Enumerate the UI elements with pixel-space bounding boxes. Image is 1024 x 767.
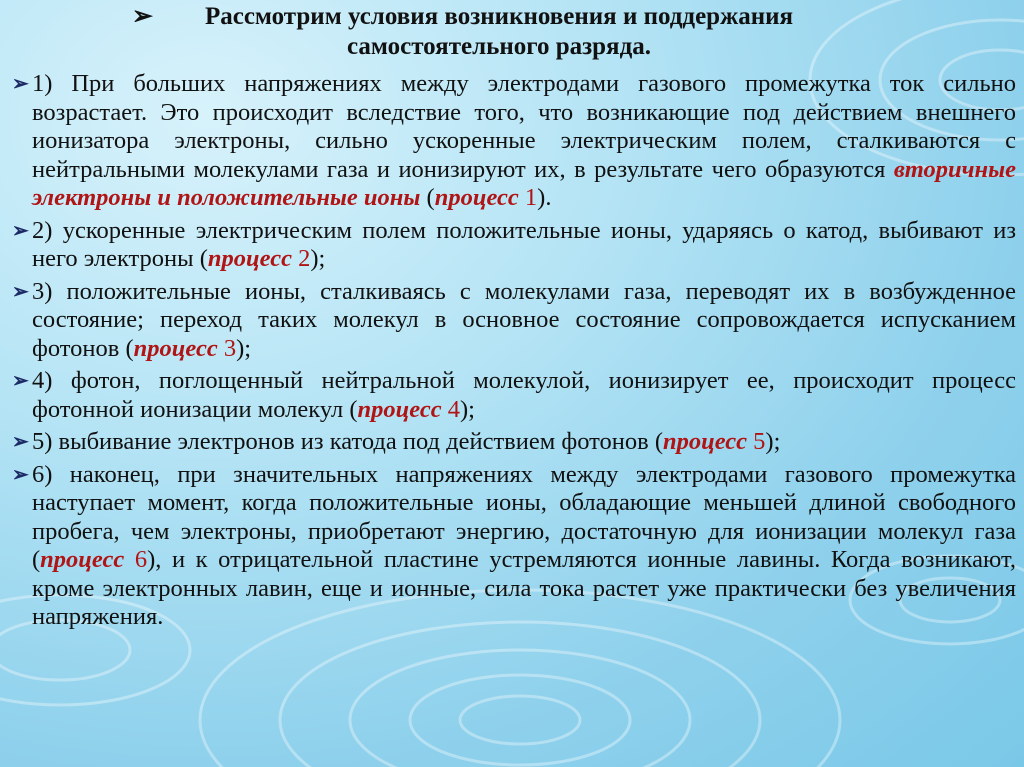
bullet-list: [12, 70, 1016, 636]
list-item: ➢ 4) фотон, поглощенный нейтральной молекулой, ионизирует ее, происходит процесс фотонной ионизации молекул (процесс 4);: [12, 367, 1016, 423]
list-item: ➢ 3) положительные ионы, сталкиваясь с молекулами газа, переводят их в возбужденное состояние; переход таких молекул в основное состояние сопровождается испусканием фотонов (процесс 3);: [12, 277, 1016, 362]
process-label: процесс: [207, 245, 292, 272]
list-item: ➢ 2) ускоренные электрическим полем положительные ионы, ударяясь о катод, выбивают из него электроны (процесс 2);: [12, 216, 1016, 272]
process-number: 2: [298, 245, 311, 272]
process-number: 4: [447, 395, 460, 423]
arrow-bullet-icon: ➢: [12, 280, 29, 303]
arrow-bullet-icon: ➢: [132, 3, 153, 30]
title-line-1: Рассмотрим условия возникновения и поддержания: [204, 3, 794, 30]
process-number: 5: [753, 428, 766, 455]
process-label: процесс: [40, 546, 125, 573]
arrow-bullet-icon: ➢: [12, 463, 29, 486]
list-item: ➢ 1) При больших напряжениях между электродами газового промежутка ток сильно возрастает. Это происходит вследствие того, что возникающие под действием внешнего ионизатора электроны, сильно ускоренные электрическим полем, сталкиваются с нейтральными молекулами газа и ионизируют их, в результате чего образуются вторичные электроны и положительные ионы (процесс 1).: [12, 70, 1016, 211]
process-number: 6: [134, 546, 148, 573]
process-label: процесс: [662, 428, 748, 455]
highlighted-term: вторичные электроны и положительные ионы: [32, 155, 1016, 211]
arrow-bullet-icon: ➢: [12, 431, 29, 453]
process-label: процесс: [357, 395, 442, 423]
process-number: 3: [223, 334, 237, 362]
process-label: процесс: [434, 184, 519, 211]
list-item: ➢ 5) выбивание электронов из катода под действием фотонов (процесс 5);: [12, 428, 781, 455]
arrow-bullet-icon: ➢: [12, 73, 29, 95]
arrow-bullet-icon: ➢: [12, 219, 29, 242]
title-line-2: самостоятельного разряда.: [347, 33, 651, 60]
list-item: ➢ 6) наконец, при значительных напряжениях между электродами газового промежутка наступает момент, когда положительные ионы, обладающие меньшей длиной свободного пробега, чем электроны, приобретают энергию, достаточную для ионизации молекул газа (процесс 6), и к отрицательной пластине устремляются ионные лавины. Когда возникают, кроме электронных лавин, еще и ионные, сила тока растет уже практически без увеличения напряжения.: [12, 460, 1016, 630]
arrow-bullet-icon: ➢: [12, 370, 29, 392]
process-number: 1: [524, 184, 538, 211]
process-label: процесс: [133, 334, 218, 362]
slide-title: [132, 2, 852, 62]
